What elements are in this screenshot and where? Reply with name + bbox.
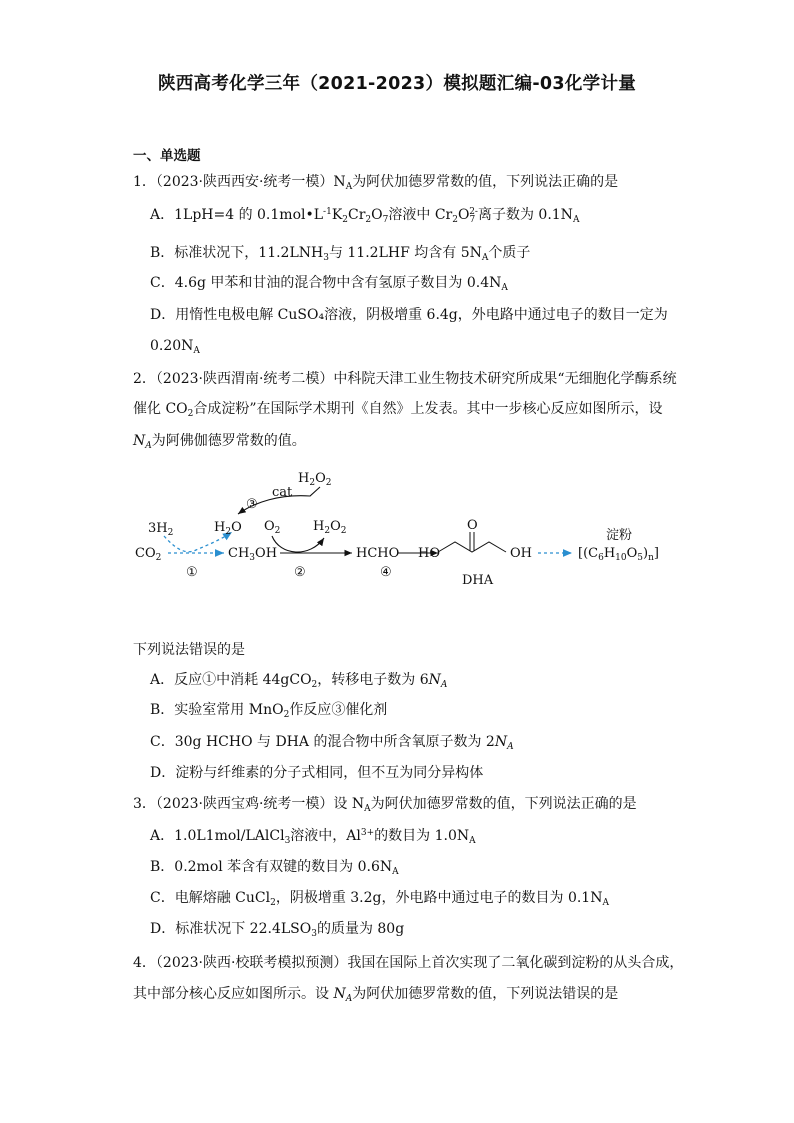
question-1-option-d-cont: $0.20N_A$ — [150, 338, 200, 356]
o2-label: $O_2$ — [264, 519, 281, 536]
question-4-stem-line1: 4．（2023·陕西·校联考模拟预测）我国在国际上首次实现了二氧化碳到淀粉的从头合成， — [133, 955, 684, 971]
question-3-option-c: C．电解熔融 CuCl$_2$，阴极增重 3.2g，外电路中通过电子的数目为 $0.1N_A$ — [150, 890, 609, 908]
dha-carbonyl-o-label: O — [467, 518, 478, 533]
question-3-stem: 3．（2023·陕西宝鸡·统考一模）设 $N_A$为阿伏加德罗常数的值，下列说法正确的是 — [133, 796, 637, 814]
step-1-label: ① — [186, 565, 198, 580]
step-4-label: ④ — [380, 565, 392, 580]
question-3-option-d: D．标准状况下 $22.4LSO_3$的质量为 80g — [150, 921, 405, 939]
question-1-option-b: B．标准状况下，$11.2LNH_3$与 11.2LHF 均含有 $5N_A$个质子 — [150, 245, 531, 263]
dha-oh-label: OH — [510, 546, 532, 561]
ch3oh-label: $CH_3OH$ — [228, 546, 278, 563]
dha-skeleton — [438, 542, 506, 552]
question-3-option-b: B．0.2mol 苯含有双键的数目为 $0.6N_A$ — [150, 859, 399, 877]
dha-label: DHA — [462, 573, 494, 588]
question-1-option-c: C．4.6g 甲苯和甘油的混合物中含有氢原子数目为 $0.4N_A$ — [150, 275, 508, 293]
question-2-option-b: B．实验室常用 MnO$_2$作反应③催化剂 — [150, 702, 388, 720]
step-3-label: ③ — [246, 497, 258, 512]
cat-label: cat — [272, 485, 293, 500]
question-2-prompt: 下列说法错误的是 — [133, 642, 245, 658]
h2o2-top-label: $H_2O_2$ — [298, 471, 332, 488]
h2o-product-label: $H_2O$ — [214, 520, 242, 537]
question-1-option-d: D．用惰性电极电解 CuSO₄溶液，阴极增重 6.4g，外电路中通过电子的数目一定为 — [150, 307, 668, 323]
question-2-option-d: D．淀粉与纤维素的分子式相同，但不互为同分异构体 — [150, 765, 484, 781]
question-2-stem-line3: $N_A$为阿佛伽德罗常数的值。 — [133, 433, 306, 451]
step-2-curved-arrow — [272, 536, 324, 552]
question-4-stem-line2: 其中部分核心反应如图所示。设 $N_A$为阿伏加德罗常数的值，下列说法错误的是 — [133, 986, 619, 1004]
question-1-stem: 1．（2023·陕西西安·统考一模）$N_A$为阿伏加德罗常数的值，下列说法正确的是 — [133, 174, 619, 192]
page-title: 陕西高考化学三年（2021-2023）模拟题汇编-03化学计量 — [157, 74, 637, 94]
question-1-option-a: A．1LpH=4 的 $0.1mol•L^{-1}K_2Cr_2O_7$溶液中 $Cr_2O_7^{2-}$离子数为 $0.1N_A$ — [150, 207, 580, 225]
question-3-option-a: A．1.0L1mol/LAlCl$_3$溶液中，$Al^{3+}$的数目为 $1.0N_A$ — [150, 828, 476, 846]
question-2-stem-line2: 催化 $CO_2$合成淀粉”在国际学术期刊《自然》上发表。其中一步核心反应如图所示，设 — [133, 401, 663, 419]
question-2-option-a: A．反应①中消耗 44gCO$_2$，转移电子数为 $6N_A$ — [150, 672, 448, 690]
starch-label: 淀粉 — [606, 528, 633, 543]
section-heading: 一、单选题 — [133, 148, 201, 164]
h2o2-right-label: $H_2O_2$ — [313, 519, 347, 536]
step-2-label: ② — [294, 565, 306, 580]
h2-reactant-label: $3H_2$ — [148, 521, 174, 538]
reaction-scheme-diagram — [130, 460, 690, 595]
hcho-label: HCHO — [356, 546, 400, 561]
dha-ho-label: HO — [418, 546, 440, 561]
question-2-stem-line1: 2．（2023·陕西渭南·统考二模）中科院天津工业生物技术研究所成果“无细胞化学酶系统 — [133, 371, 677, 387]
question-2-option-c: C．30g HCHO 与 DHA 的混合物中所含氧原子数为 $2N_A$ — [150, 734, 514, 752]
starch-formula: $[(C_6H_{10}O_5)_n]$ — [578, 546, 659, 563]
co2-label: $CO_2$ — [135, 546, 162, 563]
